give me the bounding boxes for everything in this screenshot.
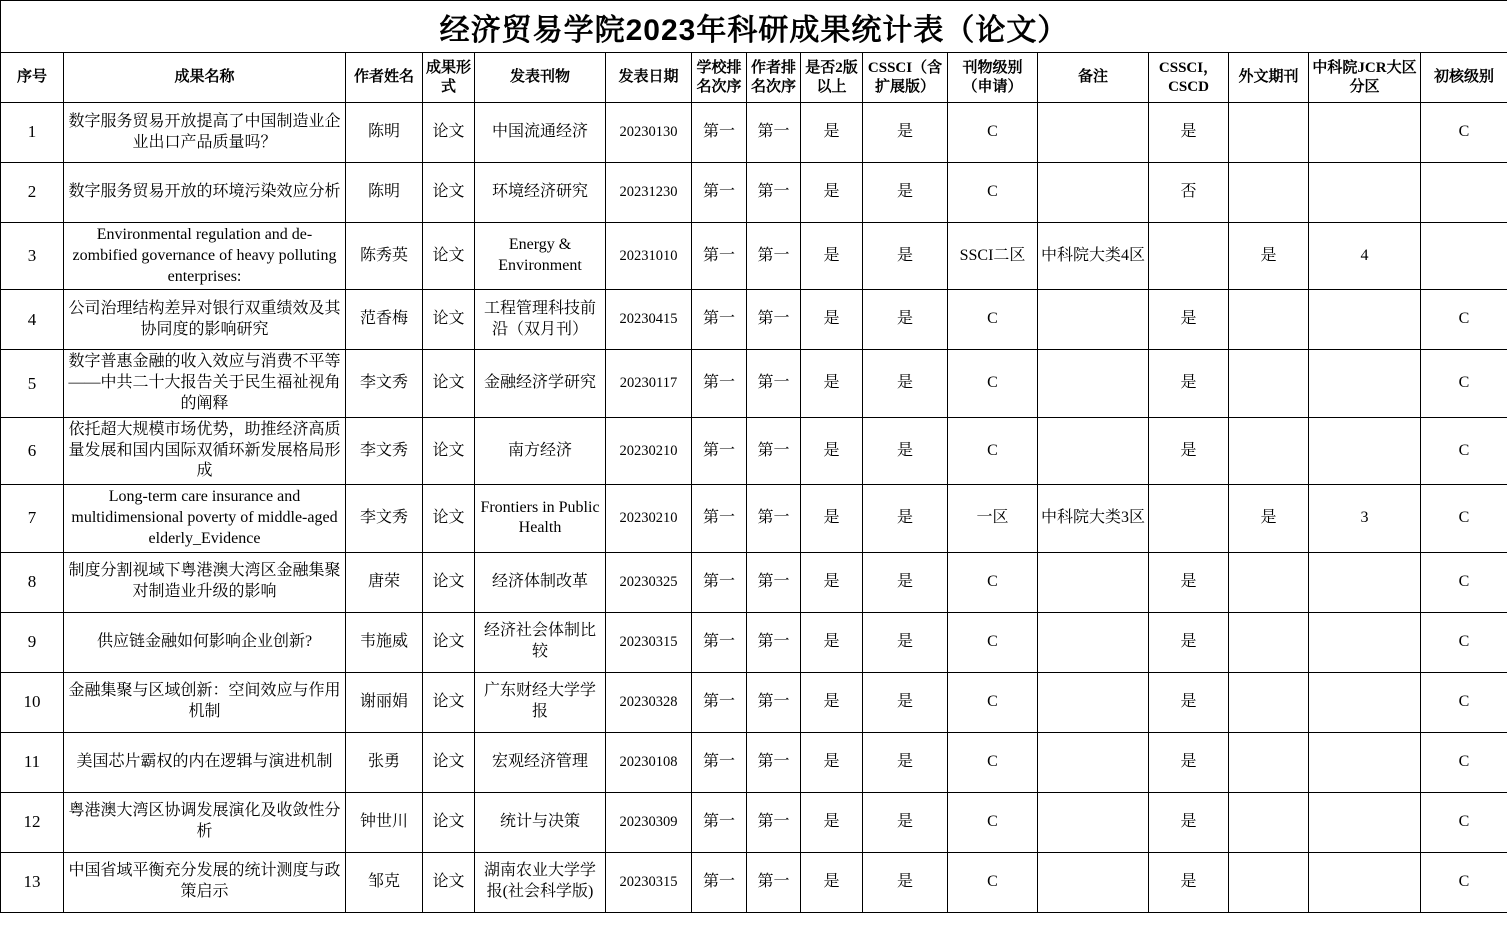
table-cell: C <box>1421 852 1507 912</box>
table-cell: 金融集聚与区域创新：空间效应与作用机制 <box>64 672 346 732</box>
table-cell: 是 <box>801 103 863 163</box>
table-cell: 第一 <box>747 163 801 223</box>
table-cell: 是 <box>1149 612 1229 672</box>
table-cell: 20231230 <box>606 163 692 223</box>
table-cell <box>1229 612 1309 672</box>
table-cell: 数字服务贸易开放的环境污染效应分析 <box>64 163 346 223</box>
table-cell: 第一 <box>692 552 747 612</box>
table-cell <box>1038 290 1149 350</box>
table-cell: 是 <box>1149 103 1229 163</box>
table-cell: 论文 <box>423 552 475 612</box>
table-cell: C <box>948 350 1038 417</box>
table-cell: 8 <box>1 552 64 612</box>
table-cell: 李文秀 <box>346 485 423 552</box>
table-cell: 7 <box>1 485 64 552</box>
table-cell: 是 <box>863 732 948 792</box>
table-cell: C <box>948 103 1038 163</box>
title-row <box>1 1 1507 53</box>
table-cell: 否 <box>1149 163 1229 223</box>
table-row <box>1 223 1507 290</box>
table-cell <box>1309 852 1421 912</box>
table-cell: 10 <box>1 672 64 732</box>
table-cell: 论文 <box>423 852 475 912</box>
table-cell <box>1038 852 1149 912</box>
column-header: 发表日期 <box>606 53 692 103</box>
table-row <box>1 612 1507 672</box>
table-cell: 依托超大规模市场优势，助推经济高质量发展和国内国际双循环新发展格局形成 <box>64 417 346 484</box>
table-row <box>1 732 1507 792</box>
table-cell: 第一 <box>692 223 747 290</box>
table-cell: 4 <box>1 290 64 350</box>
table-cell <box>1229 852 1309 912</box>
table-cell <box>1229 552 1309 612</box>
table-cell: 环境经济研究 <box>475 163 606 223</box>
table-cell: 第一 <box>747 290 801 350</box>
table-row <box>1 103 1507 163</box>
column-header: 外文期刊 <box>1229 53 1309 103</box>
table-cell: Energy & Environment <box>475 223 606 290</box>
table-cell: 第一 <box>692 417 747 484</box>
table-cell: C <box>1421 485 1507 552</box>
table-cell: 是 <box>863 612 948 672</box>
table-cell <box>1229 417 1309 484</box>
table-cell <box>1038 732 1149 792</box>
table-cell: 是 <box>1149 852 1229 912</box>
table-cell: 是 <box>801 350 863 417</box>
table-cell: 论文 <box>423 103 475 163</box>
table-cell: 金融经济学研究 <box>475 350 606 417</box>
table-cell: 第一 <box>747 350 801 417</box>
table-row <box>1 552 1507 612</box>
table-cell: 谢丽娟 <box>346 672 423 732</box>
table-cell: 邹克 <box>346 852 423 912</box>
table-cell: 20230130 <box>606 103 692 163</box>
table-cell: 4 <box>1309 223 1421 290</box>
table-body <box>1 103 1507 913</box>
table-cell: Long-term care insurance and multidimensional poverty of middle-aged elderly_Evidence <box>64 485 346 552</box>
table-cell <box>1038 103 1149 163</box>
table-cell <box>1309 350 1421 417</box>
page-title: 经济贸易学院2023年科研成果统计表（论文） <box>1 1 1507 53</box>
table-cell: 20230325 <box>606 552 692 612</box>
table-cell: 12 <box>1 792 64 852</box>
table-row <box>1 852 1507 912</box>
table-row <box>1 792 1507 852</box>
table-cell <box>1309 417 1421 484</box>
table-cell: 第一 <box>692 852 747 912</box>
table-cell <box>1038 792 1149 852</box>
table-cell: 李文秀 <box>346 417 423 484</box>
table-cell <box>1421 223 1507 290</box>
table-cell: 工程管理科技前沿（双月刊） <box>475 290 606 350</box>
table-cell: C <box>1421 552 1507 612</box>
table-cell <box>1229 792 1309 852</box>
table-cell: C <box>948 417 1038 484</box>
table-cell: 是 <box>1229 485 1309 552</box>
column-header: 成果名称 <box>64 53 346 103</box>
column-header: 中科院JCR大区分区 <box>1309 53 1421 103</box>
table-cell: C <box>948 290 1038 350</box>
table-cell: 是 <box>863 350 948 417</box>
table-cell: C <box>1421 103 1507 163</box>
table-cell: 13 <box>1 852 64 912</box>
table-cell: C <box>1421 612 1507 672</box>
table-row <box>1 350 1507 417</box>
table-cell: 5 <box>1 350 64 417</box>
table-cell: 第一 <box>747 612 801 672</box>
table-cell: C <box>1421 792 1507 852</box>
table-cell: 第一 <box>747 417 801 484</box>
table-cell: 是 <box>801 163 863 223</box>
table-cell: 中国流通经济 <box>475 103 606 163</box>
table-cell: 是 <box>801 852 863 912</box>
table-cell <box>1038 552 1149 612</box>
table-cell: 是 <box>1149 672 1229 732</box>
table-cell: 陈秀英 <box>346 223 423 290</box>
table-row <box>1 290 1507 350</box>
table-cell: 统计与决策 <box>475 792 606 852</box>
table-cell: 3 <box>1 223 64 290</box>
table-cell: C <box>1421 417 1507 484</box>
table-cell: 美国芯片霸权的内在逻辑与演进机制 <box>64 732 346 792</box>
table-row <box>1 163 1507 223</box>
table-cell: 第一 <box>747 223 801 290</box>
table-cell: 第一 <box>692 485 747 552</box>
table-cell: C <box>1421 350 1507 417</box>
table-cell: C <box>948 163 1038 223</box>
table-header-row <box>1 53 1507 103</box>
table-cell: 第一 <box>747 852 801 912</box>
column-header: CSSCI，CSCD <box>1149 53 1229 103</box>
table-cell: 是 <box>1149 290 1229 350</box>
column-header: 作者姓名 <box>346 53 423 103</box>
table-cell <box>1038 350 1149 417</box>
table-cell: 经济体制改革 <box>475 552 606 612</box>
table-cell: 第一 <box>692 290 747 350</box>
table-cell: 是 <box>801 223 863 290</box>
table-cell: 20230108 <box>606 732 692 792</box>
table-cell <box>1229 350 1309 417</box>
table-cell: 是 <box>801 612 863 672</box>
table-cell: 第一 <box>747 485 801 552</box>
table-cell: 6 <box>1 417 64 484</box>
table-cell: 第一 <box>747 103 801 163</box>
table-cell: 是 <box>801 792 863 852</box>
table-cell: 第一 <box>692 672 747 732</box>
table-cell: 是 <box>1149 732 1229 792</box>
table-cell <box>1229 103 1309 163</box>
table-cell: 第一 <box>692 350 747 417</box>
table-cell: 20231010 <box>606 223 692 290</box>
column-header: 刊物级别（申请） <box>948 53 1038 103</box>
table-cell: 论文 <box>423 223 475 290</box>
table-cell: 20230315 <box>606 852 692 912</box>
table-cell: 第一 <box>692 163 747 223</box>
column-header: 学校排名次序 <box>692 53 747 103</box>
table-row <box>1 672 1507 732</box>
table-cell: 宏观经济管理 <box>475 732 606 792</box>
table-cell: 公司治理结构差异对银行双重绩效及其协同度的影响研究 <box>64 290 346 350</box>
table-cell: 是 <box>863 552 948 612</box>
table-cell: 20230415 <box>606 290 692 350</box>
table-cell <box>1229 290 1309 350</box>
table-cell <box>1229 163 1309 223</box>
column-header: 是否2版以上 <box>801 53 863 103</box>
table-cell: 是 <box>863 103 948 163</box>
table-cell: 论文 <box>423 792 475 852</box>
table-cell <box>1038 672 1149 732</box>
table-cell: 论文 <box>423 672 475 732</box>
table-cell: 中科院大类4区 <box>1038 223 1149 290</box>
table-cell: C <box>1421 672 1507 732</box>
column-header: 序号 <box>1 53 64 103</box>
table-cell <box>1309 672 1421 732</box>
table-cell: C <box>1421 290 1507 350</box>
table-cell: 是 <box>1149 792 1229 852</box>
table-cell: 2 <box>1 163 64 223</box>
table-cell <box>1149 223 1229 290</box>
table-cell: 论文 <box>423 485 475 552</box>
table-cell: C <box>948 852 1038 912</box>
column-header: CSSCI（含扩展版） <box>863 53 948 103</box>
table-cell: C <box>948 732 1038 792</box>
table-cell: 是 <box>863 290 948 350</box>
table-cell: 供应链金融如何影响企业创新? <box>64 612 346 672</box>
table-cell: 20230117 <box>606 350 692 417</box>
table-cell: 是 <box>1229 223 1309 290</box>
table-cell: 论文 <box>423 732 475 792</box>
table-cell: SSCI二区 <box>948 223 1038 290</box>
table-cell: 陈明 <box>346 163 423 223</box>
table-cell: 第一 <box>692 732 747 792</box>
table-cell <box>1038 612 1149 672</box>
table-cell: 是 <box>863 852 948 912</box>
table-cell: C <box>948 552 1038 612</box>
table-cell: 陈明 <box>346 103 423 163</box>
table-cell: 论文 <box>423 612 475 672</box>
column-header: 发表刊物 <box>475 53 606 103</box>
table-cell: 第一 <box>747 672 801 732</box>
table-cell: 是 <box>863 792 948 852</box>
table-cell <box>1309 103 1421 163</box>
table-cell: 南方经济 <box>475 417 606 484</box>
table-cell: 范香梅 <box>346 290 423 350</box>
table-cell: C <box>1421 732 1507 792</box>
table-cell <box>1421 163 1507 223</box>
table-cell: 是 <box>863 485 948 552</box>
table-cell: 第一 <box>747 792 801 852</box>
table-cell <box>1309 552 1421 612</box>
table-cell: Frontiers in Public Health <box>475 485 606 552</box>
table-cell: 第一 <box>747 552 801 612</box>
table-cell: 制度分割视域下粤港澳大湾区金融集聚对制造业升级的影响 <box>64 552 346 612</box>
table-cell: 是 <box>801 552 863 612</box>
table-cell: 中科院大类3区 <box>1038 485 1149 552</box>
table-cell: 论文 <box>423 290 475 350</box>
table-cell: 粤港澳大湾区协调发展演化及收敛性分析 <box>64 792 346 852</box>
table-cell <box>1229 672 1309 732</box>
table-cell: 20230309 <box>606 792 692 852</box>
table-cell: 第一 <box>692 103 747 163</box>
table-cell: 是 <box>801 672 863 732</box>
table-cell <box>1309 612 1421 672</box>
table-cell <box>1149 485 1229 552</box>
table-cell: 钟世川 <box>346 792 423 852</box>
table-cell: 论文 <box>423 163 475 223</box>
table-cell: Environmental regulation and de-zombified governance of heavy polluting enterprises: <box>64 223 346 290</box>
table-cell <box>1309 792 1421 852</box>
table-cell: 经济社会体制比较 <box>475 612 606 672</box>
table-cell: 张勇 <box>346 732 423 792</box>
table-cell: 第一 <box>747 732 801 792</box>
table-cell: 是 <box>1149 350 1229 417</box>
table-cell: 是 <box>1149 552 1229 612</box>
table-cell: 论文 <box>423 417 475 484</box>
table-cell: 是 <box>801 417 863 484</box>
table-cell: 是 <box>863 672 948 732</box>
table-cell <box>1038 163 1149 223</box>
table-cell <box>1309 290 1421 350</box>
table-cell: 数字普惠金融的收入效应与消费不平等——中共二十大报告关于民生福祉视角的阐释 <box>64 350 346 417</box>
table-cell: C <box>948 612 1038 672</box>
table-cell: 3 <box>1309 485 1421 552</box>
table-cell: 是 <box>863 223 948 290</box>
table-cell: 广东财经大学学报 <box>475 672 606 732</box>
table-cell: 11 <box>1 732 64 792</box>
column-header: 作者排名次序 <box>747 53 801 103</box>
table-cell: 第一 <box>692 792 747 852</box>
table-cell: 20230315 <box>606 612 692 672</box>
table-cell: 9 <box>1 612 64 672</box>
table-cell: 第一 <box>692 612 747 672</box>
table-cell: C <box>948 672 1038 732</box>
table-cell: 是 <box>863 163 948 223</box>
table-cell: 中国省域平衡充分发展的统计测度与政策启示 <box>64 852 346 912</box>
table-cell <box>1038 417 1149 484</box>
table-cell: 20230210 <box>606 485 692 552</box>
column-header: 初核级别 <box>1421 53 1507 103</box>
table-cell: 是 <box>801 732 863 792</box>
column-header: 成果形式 <box>423 53 475 103</box>
column-header: 备注 <box>1038 53 1149 103</box>
table-cell: 是 <box>863 417 948 484</box>
table-cell: 是 <box>801 485 863 552</box>
table-row <box>1 485 1507 552</box>
table-cell: 韦施威 <box>346 612 423 672</box>
table-row <box>1 417 1507 484</box>
table-cell: 一区 <box>948 485 1038 552</box>
table-cell: 是 <box>1149 417 1229 484</box>
table-cell: 李文秀 <box>346 350 423 417</box>
table-cell <box>1229 732 1309 792</box>
table-cell <box>1309 732 1421 792</box>
table-cell: 数字服务贸易开放提高了中国制造业企业出口产品质量吗？ <box>64 103 346 163</box>
table-cell: 20230328 <box>606 672 692 732</box>
table-cell: 1 <box>1 103 64 163</box>
table-cell: 是 <box>801 290 863 350</box>
table-cell <box>1309 163 1421 223</box>
table-cell: C <box>948 792 1038 852</box>
table-cell: 湖南农业大学学报(社会科学版) <box>475 852 606 912</box>
table-cell: 唐荣 <box>346 552 423 612</box>
table-cell: 20230210 <box>606 417 692 484</box>
table-cell: 论文 <box>423 350 475 417</box>
